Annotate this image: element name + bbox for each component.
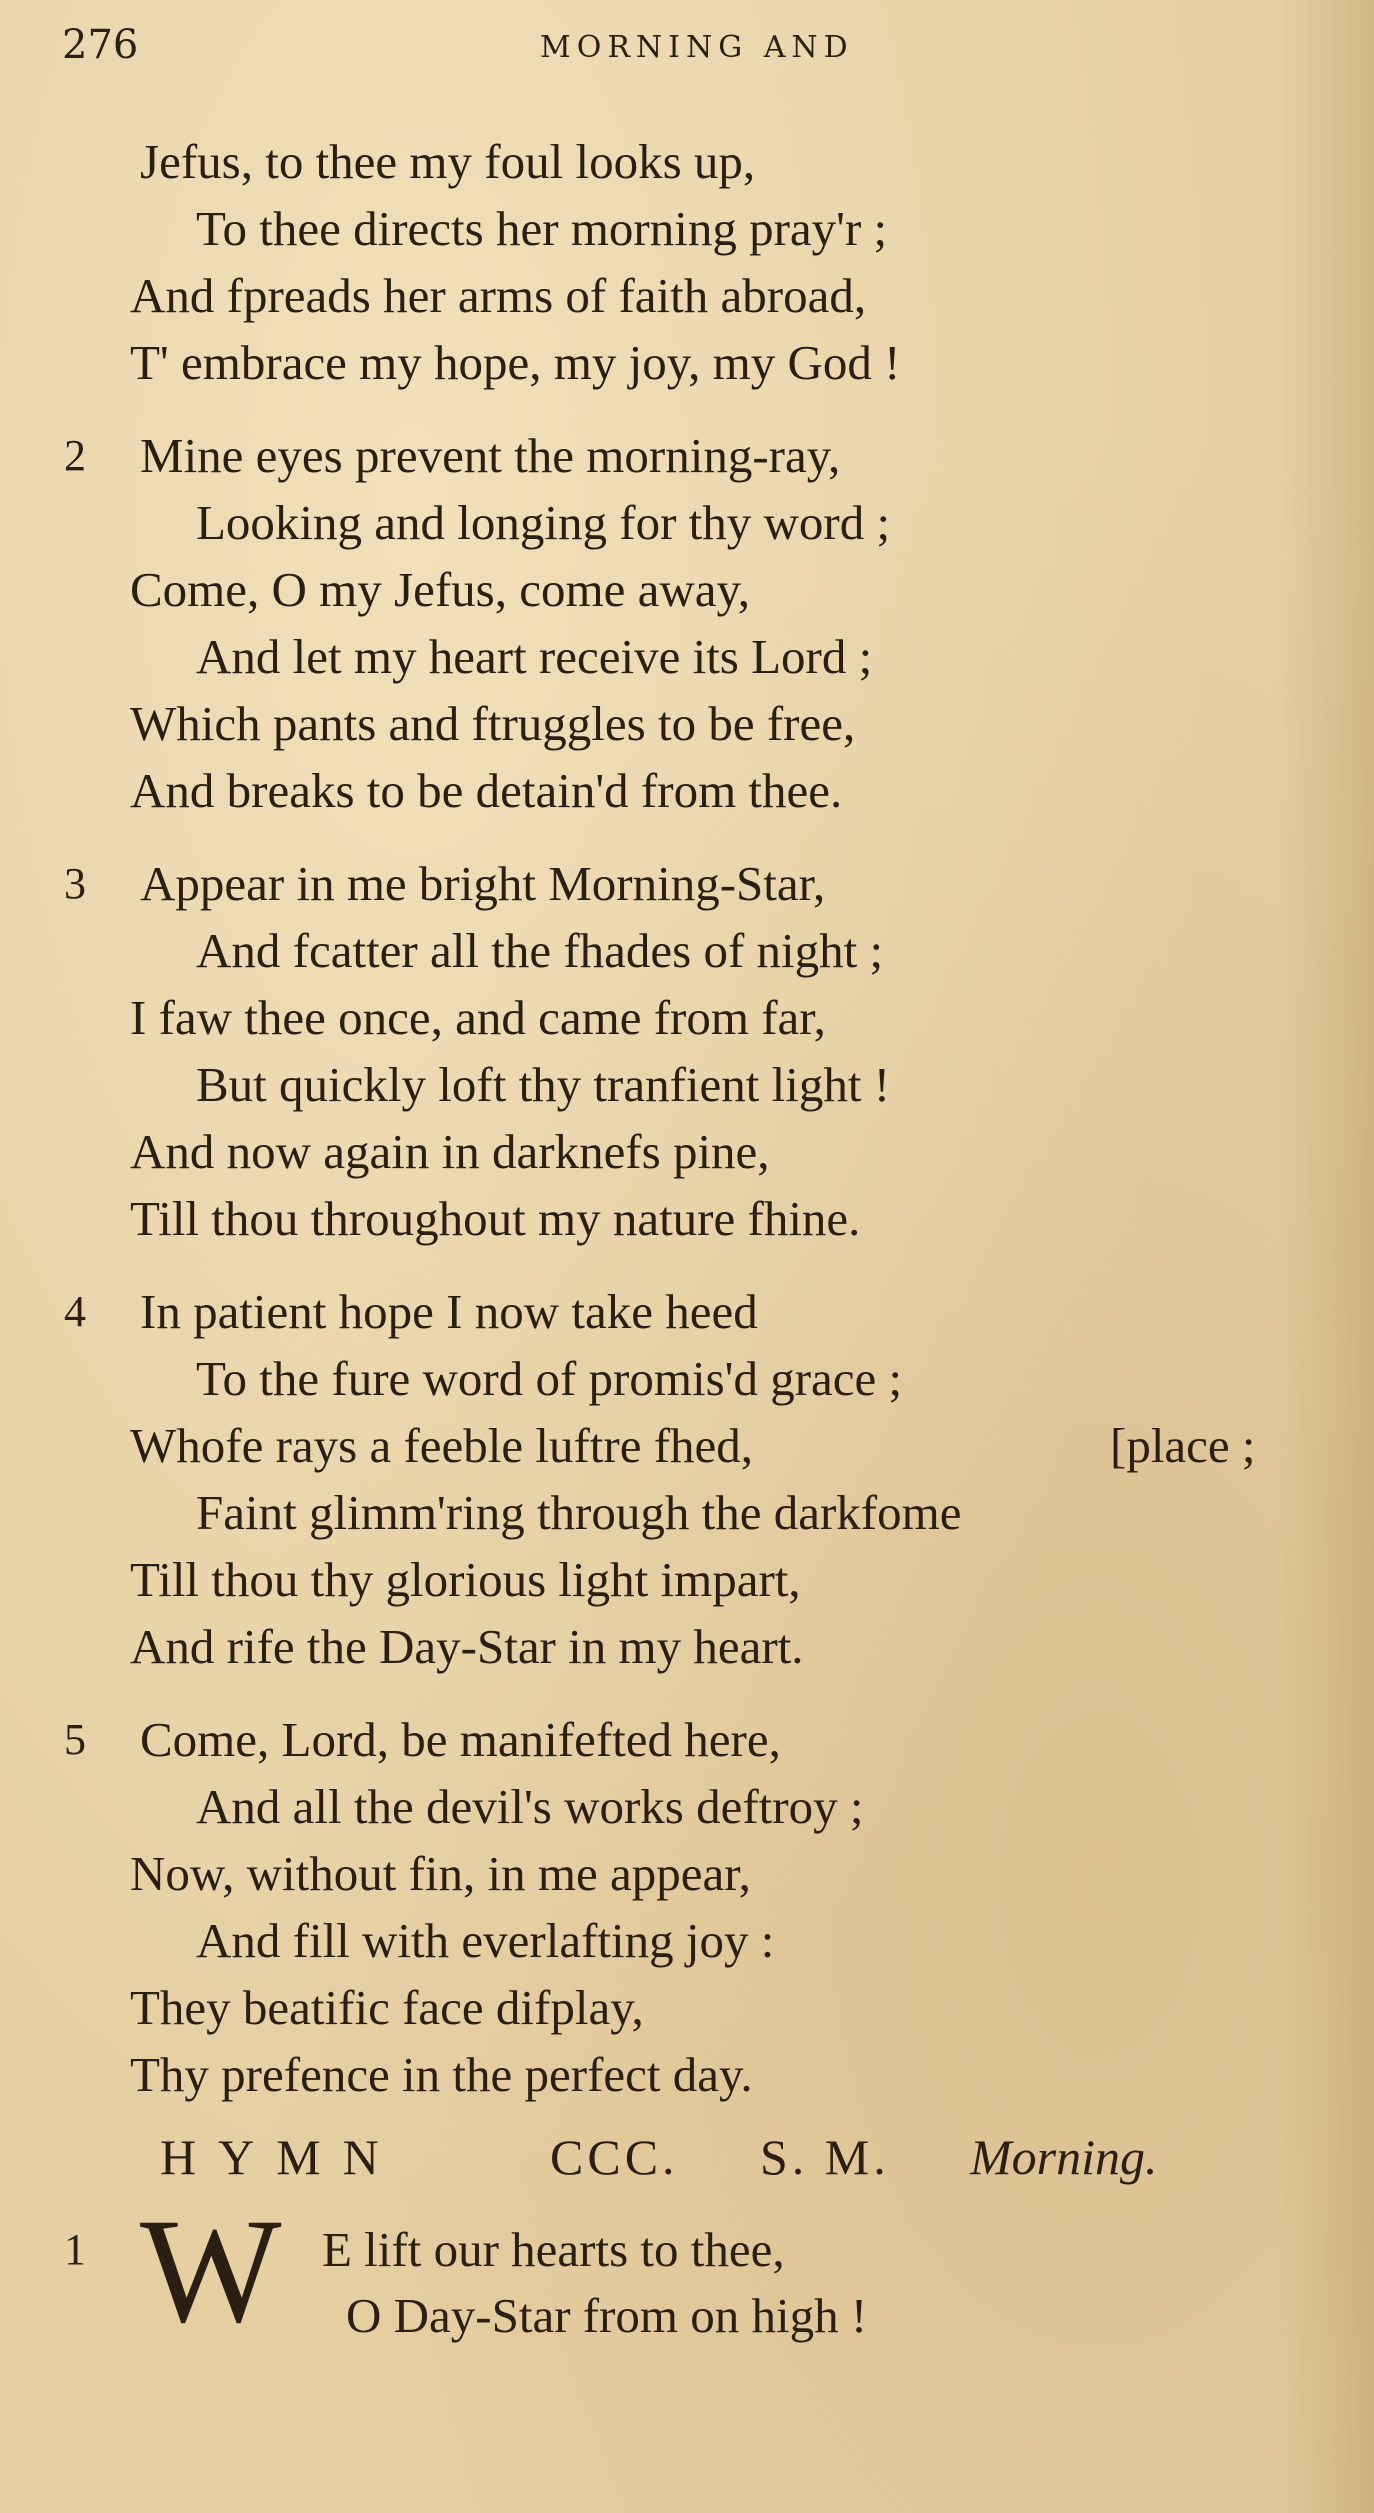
stanza-line: And breaks to be detain'd from thee. bbox=[130, 763, 843, 818]
stanza-number: 4 bbox=[64, 1287, 86, 1336]
stanza-line: Come, Lord, be manifefted here, bbox=[140, 1712, 781, 1767]
stanza-line: And fcatter all the fhades of night ; bbox=[196, 923, 884, 978]
stanza-line: Till thou throughout my nature fhine. bbox=[130, 1191, 861, 1246]
page-header bbox=[0, 22, 1374, 82]
stanza-line: I faw thee once, and came from far, bbox=[130, 990, 826, 1045]
stanza-number: 2 bbox=[64, 431, 86, 480]
stanza-line: And now again in darknefs pine, bbox=[130, 1124, 770, 1179]
stanza-line: They beatific face difplay, bbox=[130, 1980, 644, 2035]
stanza-line: Faint glimm'ring through the darkfome bbox=[196, 1485, 962, 1540]
stanza-line: O Day-Star from on high ! bbox=[346, 2288, 868, 2343]
stanza-number: 3 bbox=[64, 859, 86, 908]
stanza-line: Mine eyes prevent the morning-ray, bbox=[140, 428, 841, 483]
stanza-line: Looking and longing for thy word ; bbox=[196, 495, 891, 550]
stanza-line: And all the devil's works deftroy ; bbox=[196, 1779, 864, 1834]
stanza-line: In patient hope I now take heed bbox=[140, 1284, 758, 1339]
stanza-line: Which pants and ftruggles to be free, bbox=[130, 696, 856, 751]
stanza-turnover: [place ; bbox=[1110, 1418, 1256, 1473]
stanza-line: Come, O my Jefus, come away, bbox=[130, 562, 751, 617]
drop-cap: W bbox=[140, 2188, 282, 2354]
hymn-title: HYMN bbox=[160, 2129, 401, 2185]
hymn-heading bbox=[160, 2128, 1220, 2198]
stanza-line: Appear in me bright Morning-Star, bbox=[140, 856, 826, 911]
stanza-line: Whofe rays a feeble luftre fhed, bbox=[130, 1418, 754, 1473]
stanza-line: Till thou thy glorious light impart, bbox=[130, 1552, 801, 1607]
stanza-line: Jefus, to thee my foul looks up, bbox=[140, 134, 756, 189]
stanza-line: Thy prefence in the perfect day. bbox=[130, 2047, 753, 2102]
hymn-number: CCC. bbox=[550, 2129, 679, 2185]
stanza-line: To thee directs her morning pray'r ; bbox=[196, 201, 888, 256]
stanza-line: And rife the Day-Star in my heart. bbox=[130, 1619, 804, 1674]
stanza-line: And fpreads her arms of faith abroad, bbox=[130, 268, 867, 323]
stanza-line: T' embrace my hope, my joy, my God ! bbox=[130, 335, 901, 390]
stanza-line: And fill with everlafting joy : bbox=[196, 1913, 775, 1968]
stanza-line: E lift our hearts to thee, bbox=[322, 2222, 785, 2277]
stanza-line: Now, without fin, in me appear, bbox=[130, 1846, 751, 1901]
stanza-line: To the fure word of promis'd grace ; bbox=[196, 1351, 903, 1406]
stanza-line: But quickly loft thy tranfient light ! bbox=[196, 1057, 891, 1112]
stanza-number: 1 bbox=[64, 2225, 86, 2274]
running-head: MORNING AND bbox=[540, 30, 854, 65]
stanza-number: 5 bbox=[64, 1715, 86, 1764]
stanza-line: And let my heart receive its Lord ; bbox=[196, 629, 873, 684]
hymn-occasion: Morning. bbox=[970, 2129, 1158, 2185]
hymn-meter: S. M. bbox=[760, 2129, 890, 2185]
page-number: 276 bbox=[62, 22, 139, 68]
